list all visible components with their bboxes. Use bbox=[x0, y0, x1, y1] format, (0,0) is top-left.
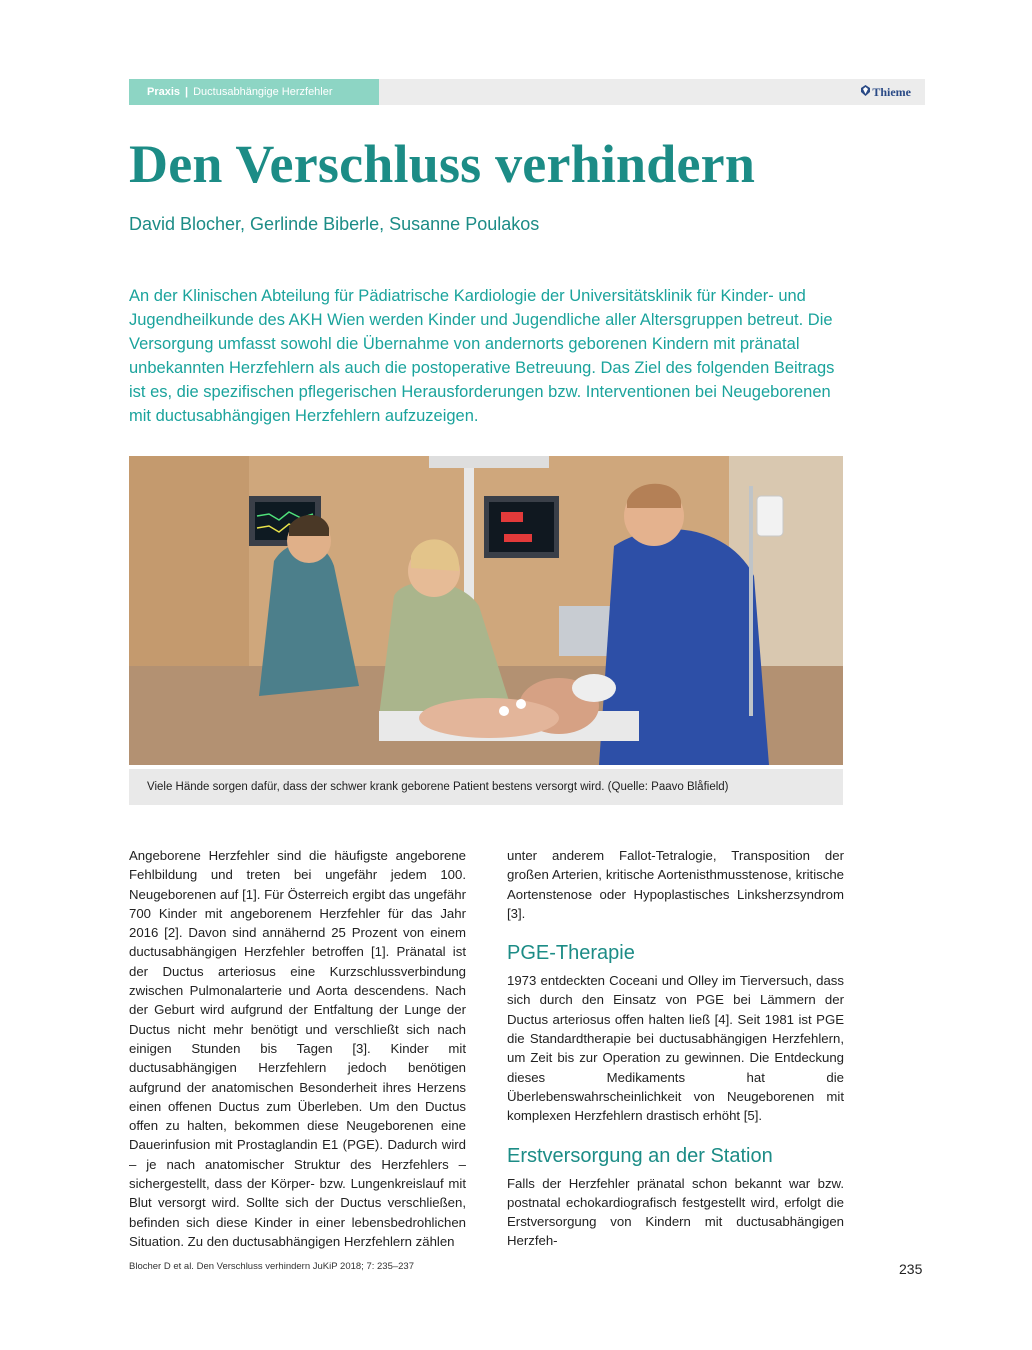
image-caption: Viele Hände sorgen dafür, dass der schwer krank geborene Patient bestens versorgt wird. (Quelle: Paavo Blåfield) bbox=[129, 769, 843, 805]
body-column-left bbox=[129, 846, 466, 1251]
section-label: Praxis bbox=[147, 86, 181, 98]
article-photo bbox=[129, 456, 843, 765]
footer-citation: Blocher D et al. Den Verschluss verhindern JuKiP 2018; 7: 235–237 bbox=[129, 1261, 414, 1272]
section-heading-pge-therapie: PGE-Therapie bbox=[507, 942, 635, 965]
section-separator: | bbox=[185, 86, 189, 98]
article-abstract: An der Klinischen Abteilung für Pädiatrische Kardiologie der Universitätsklinik für Kinder- und Jugendheilkunde des AKH Wien werden Kinder und Jugendliche aller Altersgruppen betreut. Die Versorgung umfasst sowohl die Übernahme von andernorts geborenen Kindern mit pränatal unbekannten Herzfehlern als auch die postoperative Betreuung. Das Ziel des folgenden Beitrags ist es, die spezifischen pflegerischen Herausforderungen bzw. Interventionen bei Neugeborenen mit ductusabhängigen Herzfehlern aufzuzeigen. bbox=[129, 287, 835, 425]
publisher-logo bbox=[861, 79, 911, 105]
body-intro-paragraph: Angeborene Herzfehler sind die häufigste angeborene Fehlbildung und treten bei ungefähr jedem 100. Neugeborenen auf [1]. Für Österreich ergibt das ungefähr 700 Kinder mit angeborenem Herzfehler für das Jahr 2016 [2]. Davon sind annähernd 25 Prozent von einem ductusabhängigen Herzfehler betroffen [1]. Pränatal ist der Ductus arteriosus eine Kurzschlussverbindung zwischen Pulmonalarterie und Aorta descendens. Nach der Geburt wird aufgrund der Entfaltung der Lunge der Ductus nicht mehr benötigt und verschließt sich nach einigen Stunden bis Tagen [3]. Kinder mit ductusabhängigen Herzfehlern jedoch benötigen aufgrund der anatomischen Besonderheit ihres Herzens einen offenen Ductus zum Überleben. Um den Ductus offen zu halten, bekommen diese Neugeborenen eine Dauerinfusion mit Prostaglandin E1 (PGE). Dadurch wird – je nach anatomischer Struktur des Herzfehlers – sichergestellt, dass der Körper- bzw. Lungenkreislauf mit Blut versorgt wird. Sollte sich der Ductus verschließen, befinden sich diese Kinder in einer lebensbedrohlichen Situation. Zu den ductusabhängigen Herzfehlern zählen bbox=[129, 848, 466, 1249]
section-tag bbox=[129, 79, 379, 105]
thieme-logo-icon bbox=[861, 79, 870, 105]
body-column-right bbox=[507, 846, 844, 1251]
header-bar bbox=[129, 79, 925, 105]
article-authors: David Blocher, Gerlinde Biberle, Susanne Poulakos bbox=[129, 214, 540, 234]
page-number: 235 bbox=[899, 1261, 923, 1277]
section-text-erstversorgung: Falls der Herzfehler pränatal schon bekannt war bzw. postnatal echokardiografisch festgestellt wird, erfolgt die Erstversorgung von Kindern mit ductusabhängigen Herzfeh- bbox=[507, 1175, 844, 1249]
body-intro-continued: unter anderem Fallot-Tetralogie, Transposition der großen Arterien, kritische Aortenisthmusstenose, kritische Aortenstenose oder Hypoplastisches Linksherzsyndrom [3]. bbox=[507, 848, 844, 921]
section-text-pge-therapie: 1973 entdeckten Coceani und Olley im Tierversuch, dass sich durch den Einsatz von PGE bei Lämmern der Ductus arteriosus offen halten ließ [4]. Seit 1981 ist PGE die Standardtherapie bei ductusabhängigen Herzfehlern, um Zeit bis zur Operation zu gewinnen. Die Entdeckung dieses Medikaments hat die Überlebenswahrscheinlichkeit von Neugeborenen mit komplexen Herzfehlern drastisch erhöht [5]. bbox=[507, 973, 844, 1124]
publisher-name: Thieme bbox=[872, 85, 911, 99]
nicu-scene-illustration bbox=[129, 456, 843, 765]
topic-label: Ductusabhängige Herzfehler bbox=[193, 86, 333, 98]
article-title: Den Verschluss verhindern bbox=[129, 134, 756, 194]
section-heading-erstversorgung: Erstversorgung an der Station bbox=[507, 1144, 773, 1167]
